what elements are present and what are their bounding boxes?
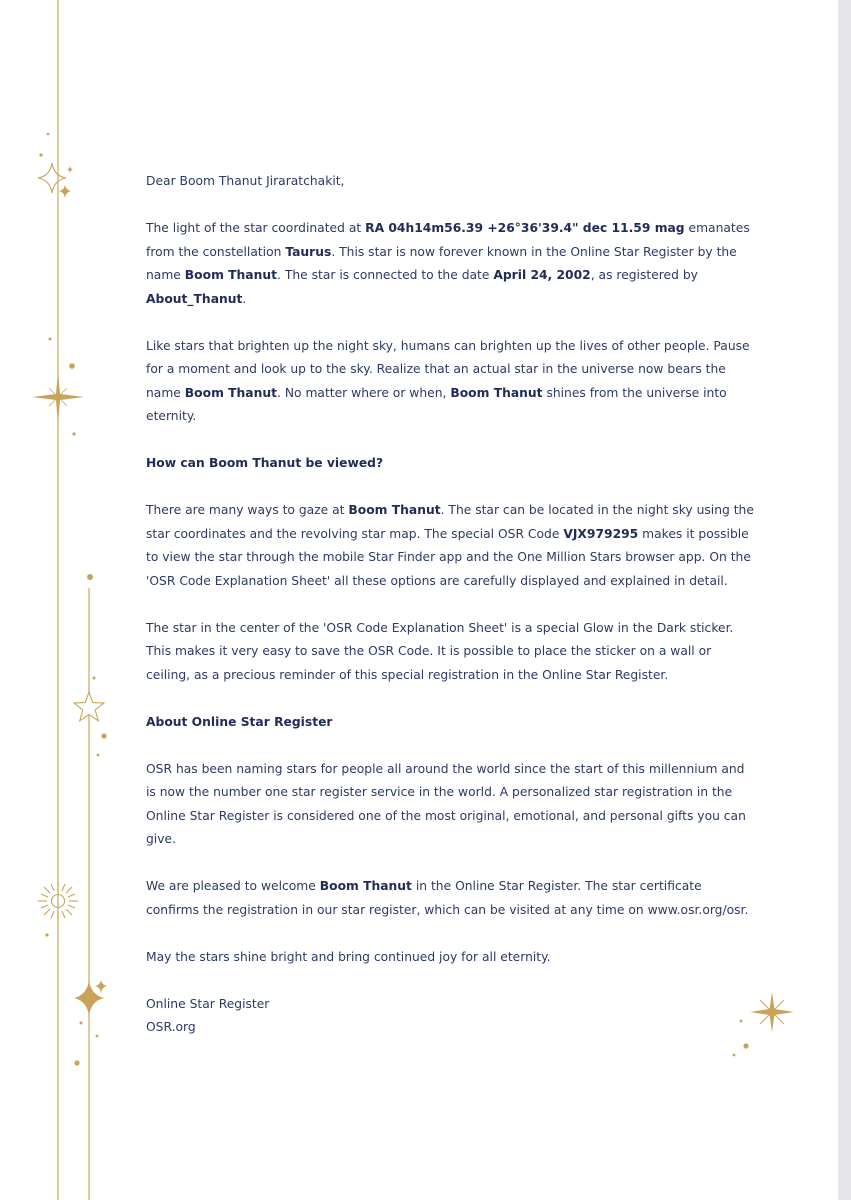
greeting: Dear Boom Thanut Jiraratchakit, <box>146 174 345 188</box>
registration-date: April 24, 2002 <box>493 268 591 282</box>
letter-body <box>146 170 758 1040</box>
signature-line-2: OSR.org <box>146 1020 196 1034</box>
sparkle-small-2-icon <box>95 980 107 993</box>
heading-about: About Online Star Register <box>146 714 333 729</box>
paragraph-about: OSR has been naming stars for people all around the world since the start of this millennium and is now the number one star register service in the world. A personalized star registration in the Online Star Register is considered one of the most original, emotional, and personal gifts you can give. <box>146 761 746 846</box>
signature <box>146 993 758 1040</box>
paragraph-sticker: The star in the center of the 'OSR Code Explanation Sheet' is a special Glow in the Dark sticker. This makes it very easy to save the OSR Code. It is possible to place the sticker on a wall or ceiling, as a precious reminder of this special registration in the Online Star Register. <box>146 620 734 682</box>
sparkle-small-icon <box>59 185 71 198</box>
star-coordinates: RA 04h14m56.39 +26°36'39.4" dec 11.59 mag <box>365 221 685 235</box>
paragraph-closing: May the stars shine bright and bring continued joy for all eternity. <box>146 949 551 964</box>
star-name: Boom Thanut <box>184 268 277 282</box>
compass-star-icon <box>32 372 84 424</box>
paragraph-viewing: There are many ways to gaze at Boom Thanut. The star can be located in the night sky using the star coordinates and the revolving star map. The special OSR Code VJX979295 makes it possible to view the star through the mobile Star Finder app and the One Million Stars browser app. On the 'OSR Code Explanation Sheet' all these options are carefully displayed and explained in detail. <box>146 503 754 588</box>
paragraph-welcome: We are pleased to welcome Boom Thanut in the Online Star Register. The star certificate confirms the registration in our star register, which can be visited at any time on www.osr.org/osr. <box>146 879 749 917</box>
paragraph-brighten: Like stars that brighten up the night sky, humans can brighten up the lives of other people. Pause for a moment and look up to the sky. Realize that an actual star in the universe now bears the name Boom Thanut. No matter where or when, Boom Thanut shines from the universe into eternity. <box>146 338 750 423</box>
heading-viewing: How can Boom Thanut be viewed? <box>146 456 384 470</box>
registrant-name: About_Thanut <box>146 291 243 306</box>
paragraph-star-details: The light of the star coordinated at RA 04h14m56.39 +26°36'39.4" dec 11.59 mag emanates from the constellation Taurus. This star is now forever known in the Online Star Register by the name Boom Thanut. The star is connected to the date April 24, 2002, as registered by About_Thanut. <box>146 221 750 306</box>
signature-line-1: Online Star Register <box>146 996 270 1011</box>
constellation-name: Taurus <box>285 244 332 259</box>
sparkle-outline-icon <box>38 163 66 193</box>
osr-code: VJX979295 <box>563 526 639 541</box>
sparkle-tiny-icon <box>67 166 73 173</box>
